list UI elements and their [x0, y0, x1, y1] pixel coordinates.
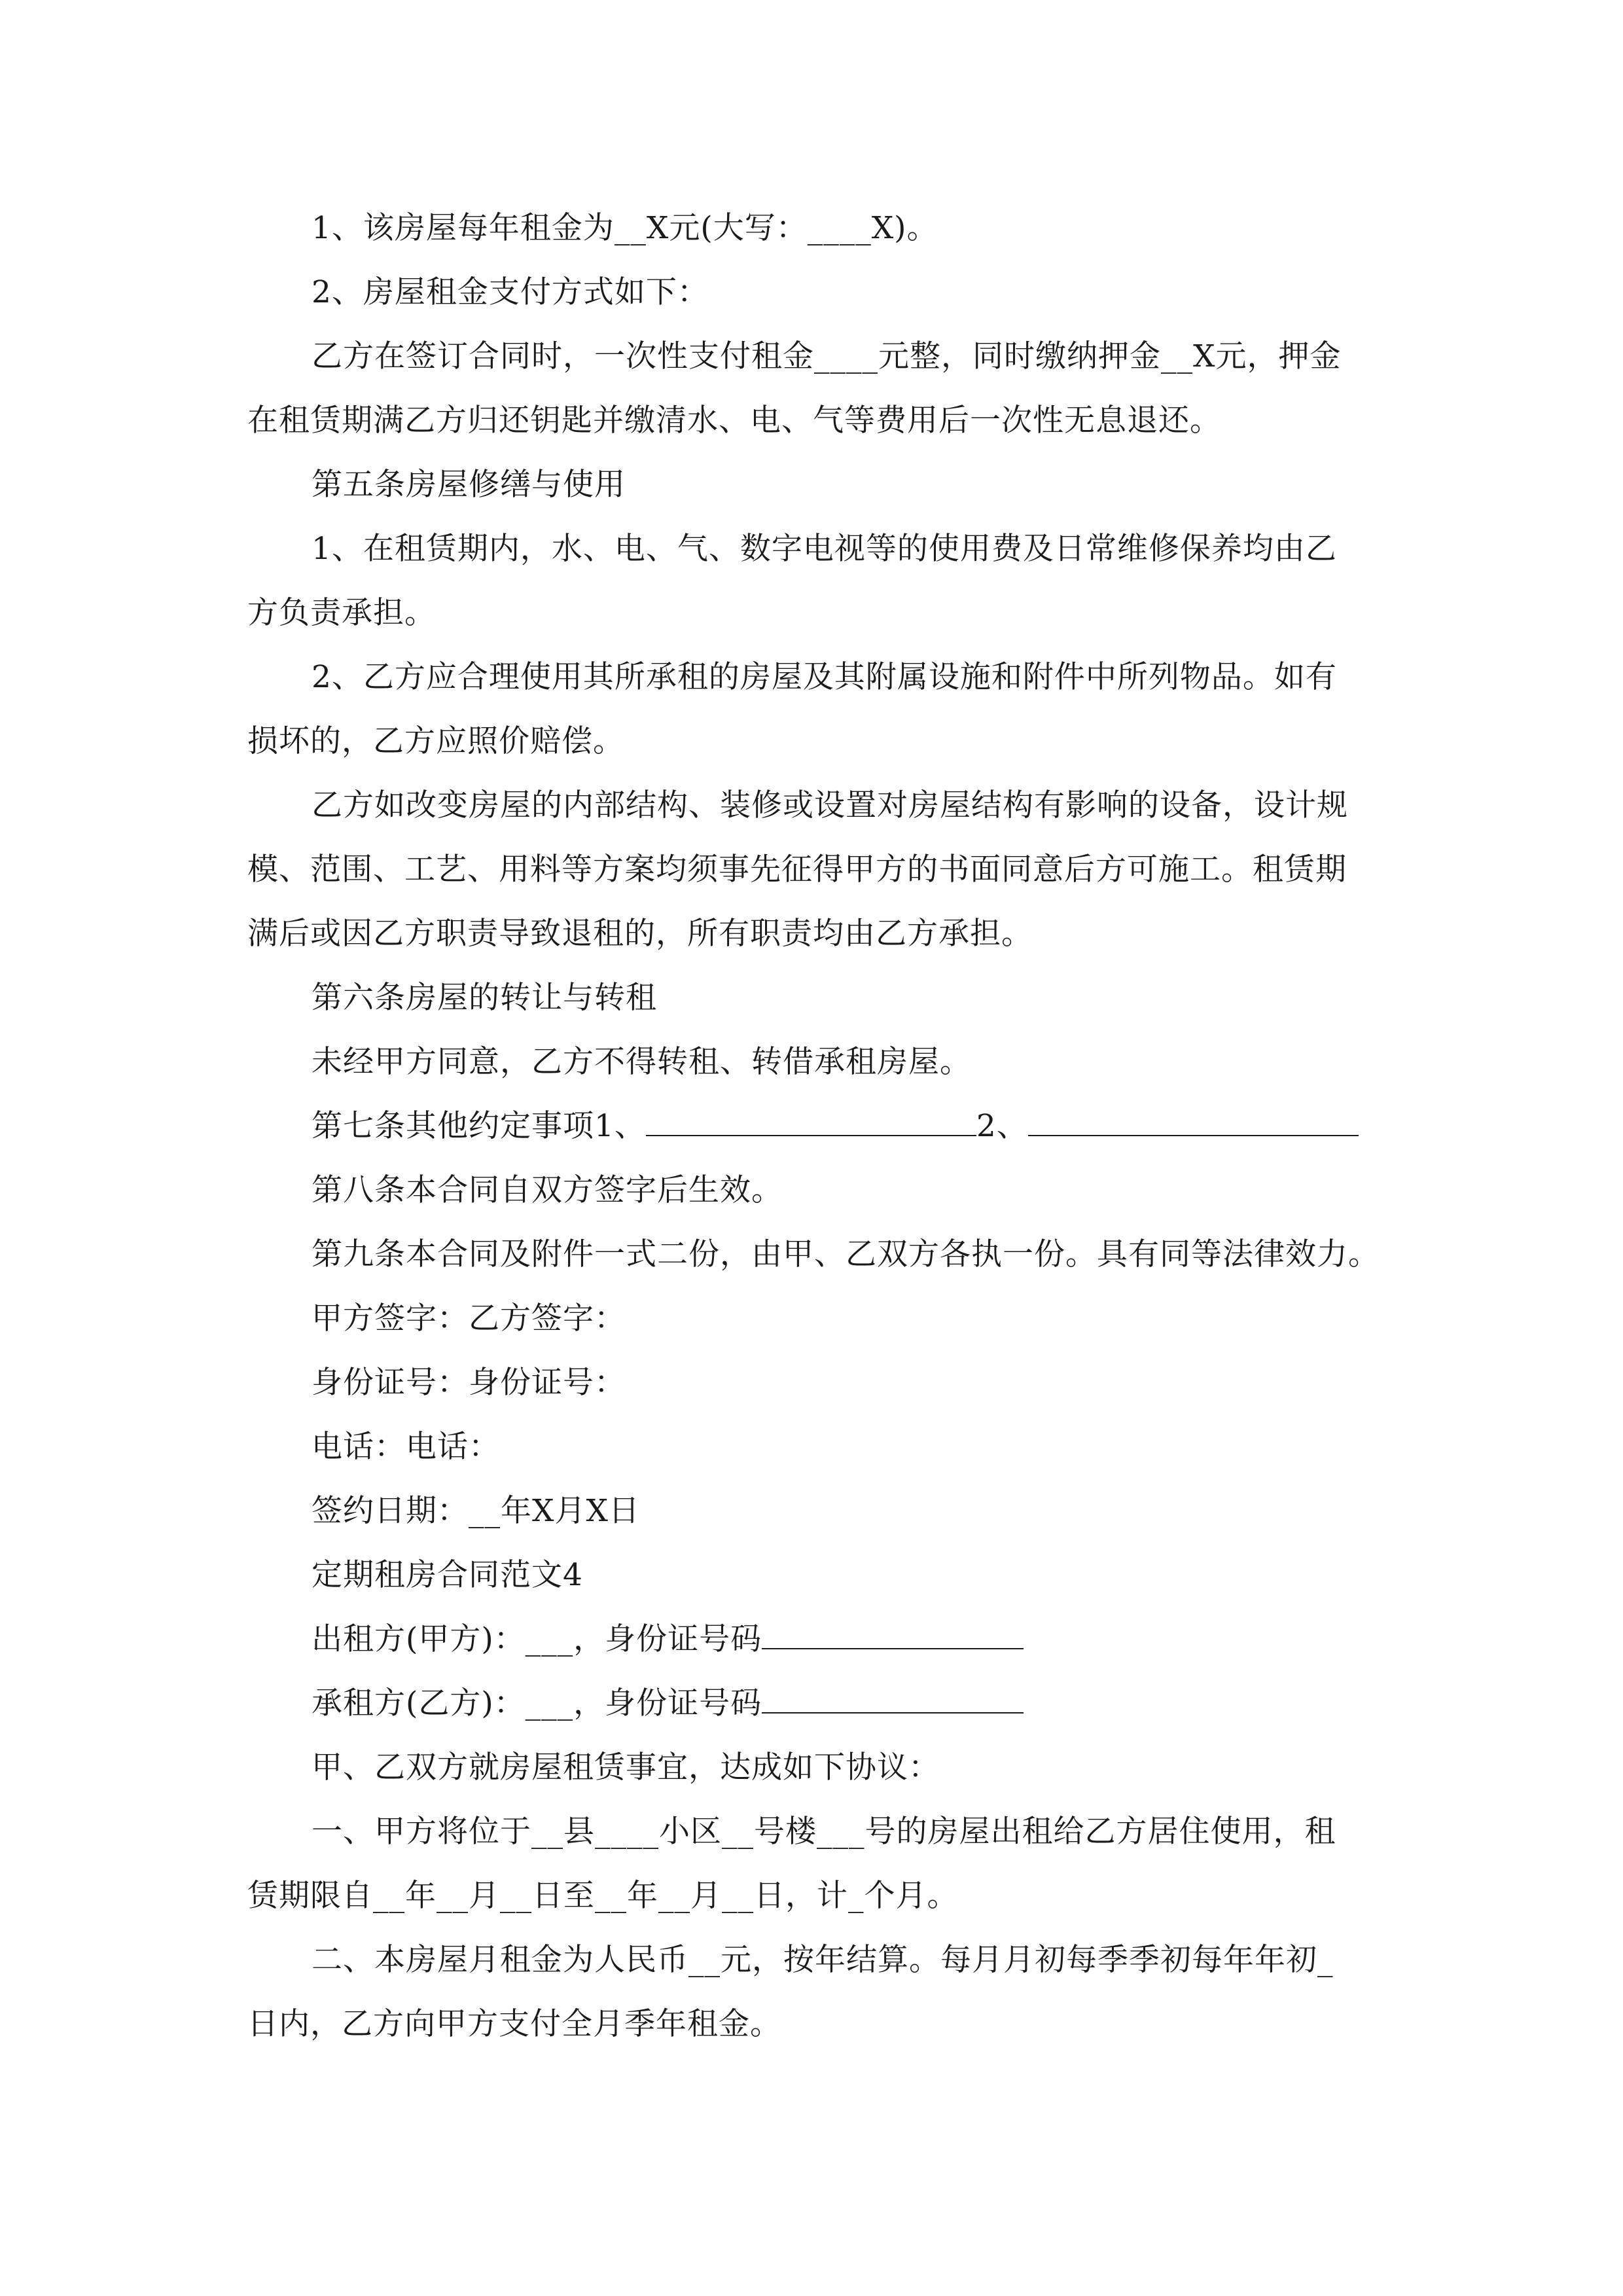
phone-line: 电话：电话： [312, 1429, 500, 1465]
proper-use-line-2: 损坏的，乙方应照价赔偿。 [247, 723, 624, 759]
lessor-id-underline[interactable] [762, 1618, 1024, 1649]
article-7-line [312, 1105, 1386, 1148]
article-9-line: 第九条本合同及附件一式二份，由甲、乙双方各执一份。具有同等法律效力。 [312, 1236, 1380, 1272]
maintenance-line-2: 方负责承担。 [247, 595, 436, 631]
alteration-line-3: 满后或因乙方职责导致退租的，所有职责均由乙方承担。 [247, 916, 1033, 952]
rent-amount-line: 1、该房屋每年租金为__X元(大写：____X)。 [312, 210, 938, 246]
payment-terms-line-2: 在租赁期满乙方归还钥匙并缴清水、电、气等费用后一次性无息退还。 [247, 403, 1221, 439]
lessor-line [312, 1618, 1386, 1661]
clause-2-line-2: 日内，乙方向甲方支付全月季年租金。 [247, 2006, 781, 2042]
article-5-heading: 第五条房屋修缮与使用 [312, 467, 626, 503]
lessee-line [312, 1682, 1386, 1725]
clause-1-line-2: 赁期限自__年__月__日至__年__月__日，计_个月。 [247, 1878, 959, 1914]
proper-use-line-1: 2、乙方应合理使用其所承租的房屋及其附属设施和附件中所列物品。如有 [312, 659, 1337, 695]
no-sublet-line: 未经甲方同意，乙方不得转租、转借承租房屋。 [312, 1044, 971, 1080]
id-number-line: 身份证号：身份证号： [312, 1365, 626, 1401]
lessee-id-underline[interactable] [762, 1682, 1024, 1713]
alteration-line-1: 乙方如改变房屋的内部结构、装修或设置对房屋结构有影响的设备，设计规 [312, 787, 1348, 823]
article-8-line: 第八条本合同自双方签字后生效。 [312, 1172, 783, 1208]
signature-line: 甲方签字：乙方签字： [312, 1300, 626, 1336]
signing-date-line: 签约日期：__年X月X日 [312, 1493, 640, 1529]
lessee-label: 承租方(乙方)：___，身份证号码 [312, 1685, 762, 1721]
article-7-label: 第七条其他约定事项1、 [312, 1108, 646, 1144]
section-title: 定期租房合同范文4 [312, 1557, 583, 1593]
alteration-line-2: 模、范围、工艺、用料等方案均须事先征得甲方的书面同意后方可施工。租赁期 [247, 852, 1347, 888]
lessor-label: 出租方(甲方)：___，身份证号码 [312, 1621, 762, 1657]
article-6-heading: 第六条房屋的转让与转租 [312, 980, 657, 1016]
maintenance-line-1: 1、在租赁期内，水、电、气、数字电视等的使用费及日常维修保养均由乙 [312, 531, 1337, 567]
payment-method-heading: 2、房屋租金支付方式如下： [312, 274, 709, 310]
blank-underline-2[interactable] [1028, 1105, 1359, 1136]
agreement-intro-line: 甲、乙双方就房屋租赁事宜，达成如下协议： [312, 1749, 940, 1785]
clause-2-line-1: 二、本房屋月租金为人民币__元，按年结算。每月月初每季季初每年年初_ [312, 1942, 1334, 1978]
clause-1-line-1: 一、甲方将位于__县____小区__号楼___号的房屋出租给乙方居住使用，租 [312, 1814, 1336, 1850]
blank-underline-1[interactable] [646, 1105, 976, 1136]
payment-terms-line-1: 乙方在签订合同时，一次性支付租金____元整，同时缴纳押金__X元，押金 [312, 338, 1342, 374]
article-7-item-2-label: 2、 [976, 1108, 1028, 1144]
